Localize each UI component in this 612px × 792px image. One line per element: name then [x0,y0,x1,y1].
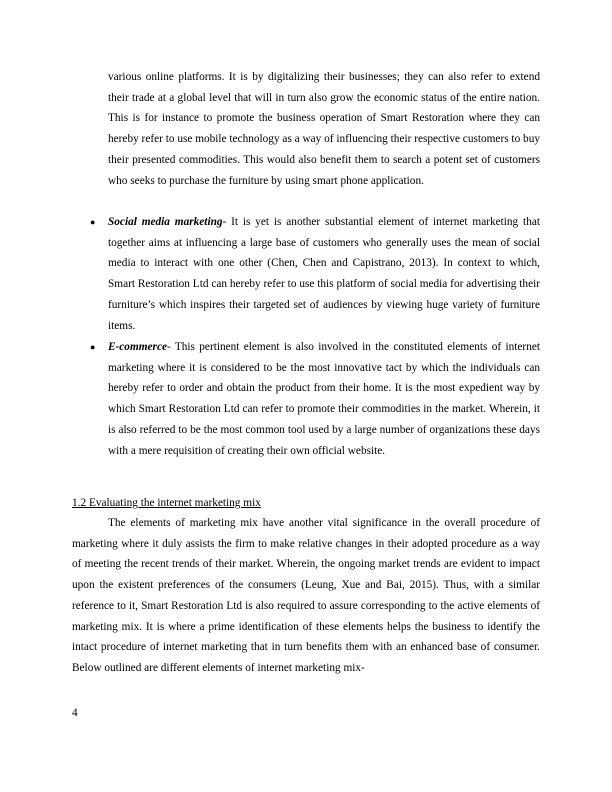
bullet-text: - This pertinent element is also involved in the constituted elements of internet marketing where it is considered to be the most innovative tact by which the individuals can hereby refer to order and obtain the product from their home. It is the most expedient way by which Smart Restoration Ltd can refer to promote their commodities in the market. Wherein, it is also referred to be the most common tool used by a large number of organizations these days with a mere requisition of creating their own official website. [108,341,540,457]
bullet-term: E-commerce [108,341,167,353]
continuation-paragraph: various online platforms. It is by digitalizing their businesses; they can also refer to extend their trade at a global level that will in turn also grow the economic status of the entire nation. This is for instance to promote the business operation of Smart Restoration where they can hereby refer to use mobile technology as a way of influencing their respective customers to buy their presented commodities. This would also benefit them to search a potent set of customers who seeks to purchase the furniture by using smart phone application. [108,71,540,187]
bullet-term: Social media marketing [108,216,223,228]
section-heading: 1.2 Evaluating the internet marketing mix [72,497,261,509]
page-number: 4 [72,707,78,719]
bullet-item-social-media-marketing [108,212,540,336]
section-paragraph: The elements of marketing mix have another vital significance in the overall procedure of marketing where it duly assists the firm to make relative changes in their adopted procedure as a way of meeting the recent trends of their market. Wherein, the ongoing market trends are evident to impact upon the existent preferences of the consumers (Leung, Xue and Bai, 2015). Thus, with a similar reference to it, Smart Restoration Ltd is also required to assure corresponding to the active elements of marketing mix. It is where a prime identification of these elements helps the business to identify the intact procedure of internet marketing that in turn benefits them with an enhanced base of consumer. Below outlined are different elements of internet marketing mix- [72,517,540,674]
bullet-marker-icon: ● [90,217,96,227]
bullet-marker-icon: ● [90,342,96,352]
bullet-text: - It is yet is another substantial element of internet marketing that together aims at influencing a large base of customers who generally uses the mean of social media to interact with one other (Chen, Chen and Capistrano, 2013). In context to which, Smart Restoration Ltd can hereby refer to use this platform of social media for advertising their furniture’s which inspires their targeted set of audiences by viewing huge variety of furniture items. [108,216,540,332]
bullet-item-e-commerce [108,337,540,461]
